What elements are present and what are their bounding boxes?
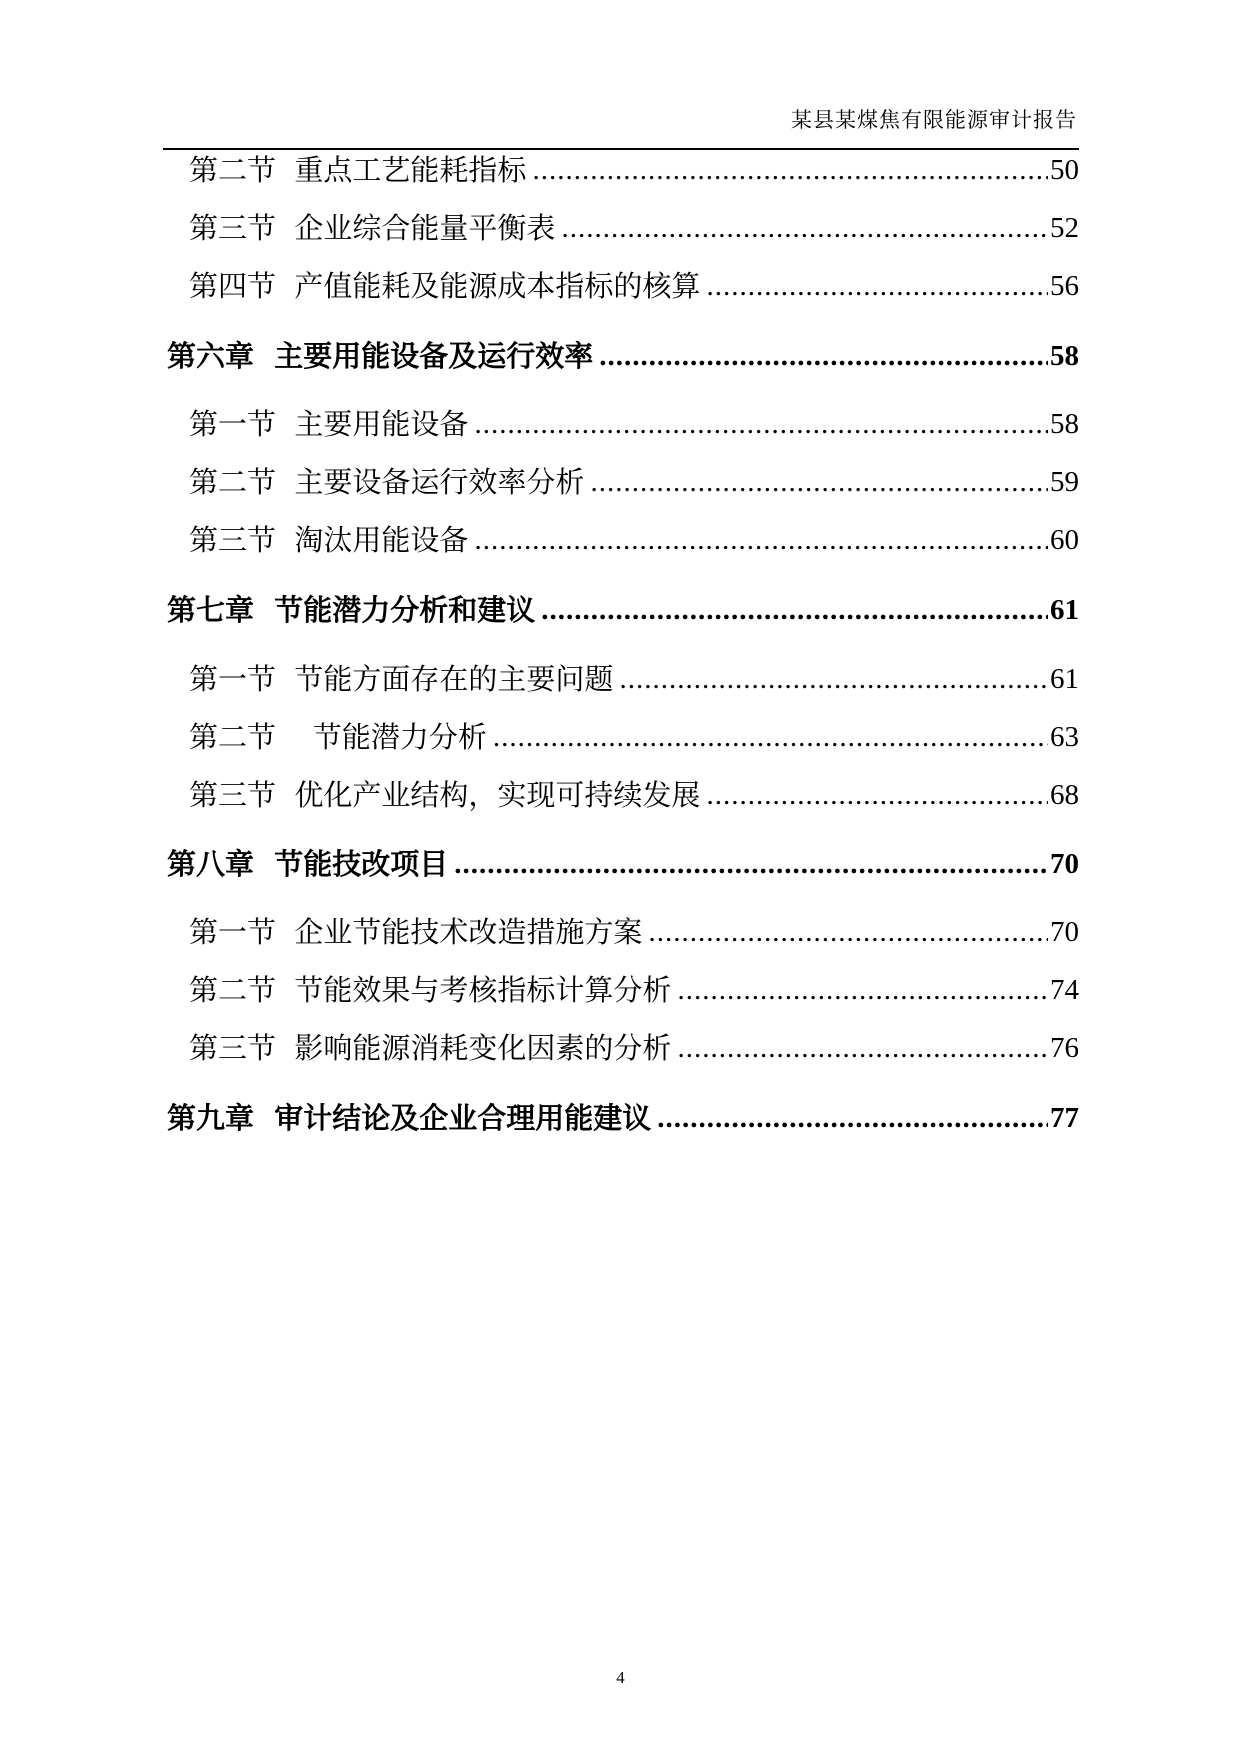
toc-dot-leader [454,847,1048,882]
toc-entry-label: 第四节 产值能耗及能源成本指标的核算 [189,269,701,304]
toc-chapter-entry[interactable] [167,844,1079,882]
toc-dot-leader [590,465,1048,500]
toc-entry-label: 第三节 企业综合能量平衡表 [189,211,556,246]
toc-entry-label: 第八章 节能技改项目 [167,847,449,882]
toc-entry-label: 第二节 主要设备运行效率分析 [189,465,585,500]
toc-entry-page: 59 [1050,466,1079,499]
toc-entry[interactable] [189,970,1079,1008]
toc-entry[interactable] [189,659,1079,697]
toc-entry-page: 74 [1050,974,1079,1007]
toc-chapter-entry[interactable] [167,590,1079,628]
toc-entry-label: 第一节 主要用能设备 [189,407,469,442]
toc-entry-label: 第二节 节能效果与考核指标计算分析 [189,973,672,1008]
toc-chapter-entry[interactable] [167,336,1079,374]
toc-entry-page: 61 [1050,663,1079,696]
toc-dot-leader [619,662,1048,697]
toc-entry-label: 第七章 节能潜力分析和建议 [167,593,536,628]
toc-dot-leader [474,407,1048,442]
toc-entry-label: 第三节 影响能源消耗变化因素的分析 [189,1031,672,1066]
toc-entry[interactable] [189,717,1079,755]
toc-entry[interactable] [189,150,1079,188]
toc-entry-page: 56 [1050,270,1079,303]
toc-dot-leader [532,153,1048,188]
toc-entry-page: 68 [1050,779,1079,812]
toc-entry-page: 58 [1050,340,1079,373]
toc-dot-leader [648,915,1048,950]
toc-entry-page: 58 [1050,408,1079,441]
toc-entry[interactable] [189,775,1079,813]
toc-dot-leader [561,211,1048,246]
toc-dot-leader [493,720,1048,755]
toc-dot-leader [599,339,1048,374]
toc-entry[interactable] [189,208,1079,246]
toc-entry-page: 70 [1050,916,1079,949]
toc-entry-page: 63 [1050,721,1079,754]
toc-dot-leader [677,1031,1048,1066]
toc-dot-leader [677,973,1048,1008]
toc-dot-leader [541,593,1048,628]
toc-dot-leader [474,523,1048,558]
toc-entry-page: 77 [1050,1102,1079,1135]
toc-entry-page: 76 [1050,1032,1079,1065]
toc-entry-label: 第六章 主要用能设备及运行效率 [167,339,594,374]
toc-entry[interactable] [189,520,1079,558]
toc-entry-label: 第三节 淘汰用能设备 [189,523,469,558]
toc-entry-label: 第一节 节能方面存在的主要问题 [189,662,614,697]
toc-entry[interactable] [189,912,1079,950]
toc-entry-label: 第二节 节能潜力分析 [189,720,487,755]
toc-entry-label: 第二节 重点工艺能耗指标 [189,153,527,188]
toc-dot-leader [706,778,1048,813]
report-title: 某县某煤焦有限能源审计报告 [791,108,1077,132]
page-number: 4 [616,1668,625,1687]
toc-dot-leader [706,269,1048,304]
toc-entry[interactable] [189,404,1079,442]
toc-entry-page: 70 [1050,848,1079,881]
toc-entry-label: 第九章 审计结论及企业合理用能建议 [167,1101,652,1136]
toc-entry[interactable] [189,266,1079,304]
toc-entry[interactable] [189,1028,1079,1066]
toc-entry-label: 第一节 企业节能技术改造措施方案 [189,915,643,950]
toc-dot-leader [657,1101,1048,1136]
toc-entry-label: 第三节 优化产业结构，实现可持续发展 [189,778,701,813]
toc-entry-page: 60 [1050,524,1079,557]
toc-entry-page: 61 [1050,594,1079,627]
toc-entry-page: 52 [1050,212,1079,245]
toc-chapter-entry[interactable] [167,1098,1079,1136]
toc-entry-page: 50 [1050,154,1079,187]
toc-entry[interactable] [189,462,1079,500]
